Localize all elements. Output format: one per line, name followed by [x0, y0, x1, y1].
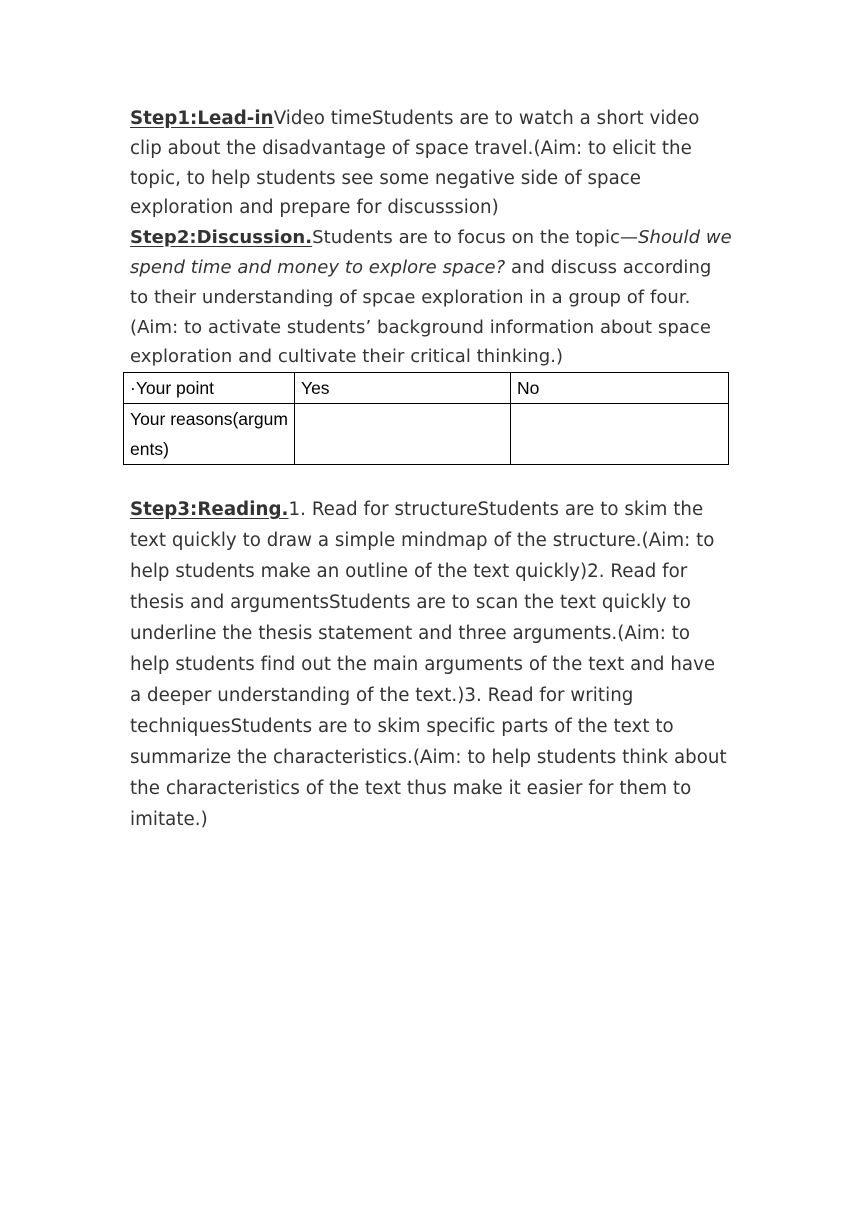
step2-topic: Should we spend time and money to explore space?	[130, 227, 732, 278]
step1-body: Video timeStudents are to watch a short video clip about the disadvantage of space travel.(Aim: to elicit the topic, to help students see some negative side of space exploration and prepare for discusssion)	[130, 108, 700, 219]
step3-title: Step3:Reading.	[130, 499, 289, 520]
table-row	[124, 404, 729, 465]
table-cell	[511, 404, 729, 465]
table-cell: No	[511, 373, 729, 404]
step1-title: Step1:Lead-in	[130, 108, 274, 129]
step3-body: 1. Read for structureStudents are to skim the text quickly to draw a simple mindmap of the structure.(Aim: to help students make an outline of the text quickly)2. Read for thesis and argumentsStudents are to scan the text quickly to underline the thesis statement and three arguments.(Aim: to help students find out the main arguments of the text and have a deeper understanding of the text.)3. Read for writing techniquesStudents are to skim specific parts of the text to summarize the characteristics.(Aim: to help students think about the characteristics of the text thus make it easier for them to imitate.)	[130, 499, 727, 830]
table-cell: Yes	[295, 373, 511, 404]
table-cell: Your reasons(arguments)	[124, 404, 295, 465]
table-row	[124, 373, 729, 404]
step2-body-before: Students are to focus on the topic—	[312, 227, 639, 249]
table-cell: ·Your point	[124, 373, 295, 404]
lesson-plan-top	[130, 104, 732, 372]
step2-title: Step2:Discussion.	[130, 227, 313, 249]
step3-paragraph	[130, 494, 732, 835]
step3-section	[130, 494, 732, 835]
step1-paragraph	[130, 104, 732, 223]
step2-paragraph	[130, 223, 732, 372]
table-cell	[295, 404, 511, 465]
step2-body-after: and discuss according to their understanding of spcae exploration in a group of four.(Aim: to activate students’ background information about space exploration and cultivate their critical thinking.)	[130, 256, 712, 368]
discussion-table	[123, 372, 728, 465]
